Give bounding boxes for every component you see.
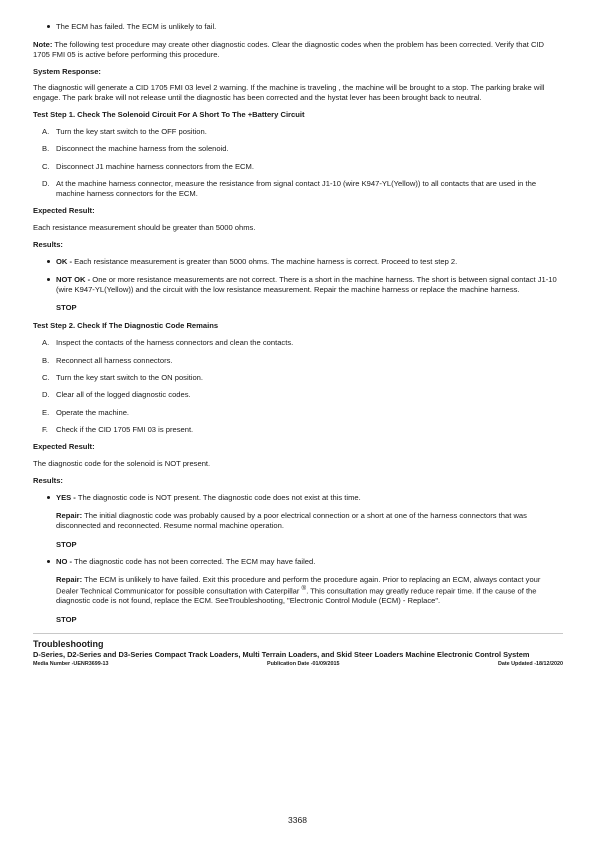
document-body <box>33 22 563 668</box>
system-response-text: The diagnostic will generate a CID 1705 FMI 03 level 2 warning. If the machine is traveling , the machine will be brought to a stop. The parking brake will engage. The park brake will not release until the diagnostic has been corrected and the hystat lever has been brought back to neutral. <box>33 83 545 103</box>
step-letter: E. <box>42 407 50 417</box>
repair-text: The initial diagnostic code was probably caused by a poor electrical connection or a short at one of the harness connectors that was disconnected and reconnected. Resume normal machine operation. <box>56 510 527 530</box>
yes-label: YES - <box>56 492 76 502</box>
step-letter: A. <box>42 127 50 137</box>
step2-results-list <box>33 493 563 625</box>
list-item <box>33 162 563 172</box>
step-letter: B. <box>42 144 50 154</box>
footer-divider <box>33 633 563 634</box>
registered-mark: ® <box>301 585 307 593</box>
step-text: At the machine harness connector, measure the resistance from signal contact J1-10 (wire K947-YL(Yellow)) to all contacts that are used in the machine harness connectors for the ECM. <box>56 179 537 198</box>
footer-title: Troubleshooting <box>33 639 104 650</box>
list-item <box>33 275 563 314</box>
step-text: Turn the key start switch to the ON position. <box>56 372 204 382</box>
step-text: Operate the machine. <box>56 407 130 417</box>
list-item <box>33 22 563 32</box>
repair-label: Repair: <box>56 510 83 520</box>
repair-text-part1: The ECM is unlikely to have failed. Exit this procedure and perform the procedure again. Prior to replacing an ECM, always contact your Dealer Technical Communicator for possible consultation with Caterpillar <box>56 575 541 596</box>
list-item <box>33 390 563 400</box>
step-text: Disconnect J1 machine harness connectors from the ECM. <box>56 161 254 171</box>
stop-label: STOP <box>56 615 77 625</box>
step1-heading: Test Step 1. Check The Solenoid Circuit For A Short To The +Battery Circuit <box>33 110 305 120</box>
list-item <box>33 144 563 154</box>
footer-meta-row <box>33 661 563 668</box>
step-letter: D. <box>42 179 50 189</box>
step-letter: B. <box>42 355 50 365</box>
list-item <box>33 127 563 137</box>
yes-text: The diagnostic code is NOT present. The diagnostic code does not exist at this time. <box>75 492 361 502</box>
yes-repair <box>56 511 563 531</box>
list-item <box>33 408 563 418</box>
step-text: Turn the key start switch to the OFF position. <box>56 127 207 137</box>
publication-date: Publication Date -01/09/2015 <box>266 660 340 667</box>
repair-text-part2: . This consultation may greatly reduce repair time. If the cause of the diagnostic code is not found, replace the ECM. SeeTroubleshooting, "Electronic Control Module (ECM) - Replace". <box>56 586 537 606</box>
step-text: Check if the CID 1705 FMI 03 is present. <box>56 424 194 434</box>
stop-label: STOP <box>56 303 77 313</box>
step-text: Disconnect the machine harness from the solenoid. <box>56 144 229 154</box>
step2-expected-heading: Expected Result: <box>33 442 95 452</box>
step-letter: C. <box>42 161 50 171</box>
step-text: Clear all of the logged diagnostic codes. <box>56 390 191 400</box>
media-number: Media Number -UENR3699-13 <box>33 660 109 667</box>
ok-label: OK - <box>56 256 73 266</box>
step-letter: F. <box>42 424 48 434</box>
step1-expected-heading: Expected Result: <box>33 206 95 216</box>
document-footer <box>33 639 563 668</box>
system-response-heading: System Response: <box>33 66 101 76</box>
repair-label: Repair: <box>56 575 83 585</box>
list-item <box>33 493 563 549</box>
note-label: Note: <box>33 39 53 49</box>
footer-document-title: D-Series, D2-Series and D3-Series Compact Track Loaders, Multi Terrain Loaders, and Skid Steer Loaders Machine Electronic Control System <box>33 649 530 659</box>
ok-text: Each resistance measurement is greater than 5000 ohms. The machine harness is correct. Proceed to test step 2. <box>72 256 458 266</box>
date-updated: Date Updated -18/12/2020 <box>497 660 563 667</box>
page-number: 3368 <box>288 815 307 825</box>
list-item <box>33 179 563 199</box>
step2-results-heading: Results: <box>33 476 63 486</box>
step-text: Reconnect all harness connectors. <box>56 355 173 365</box>
list-item <box>33 373 563 383</box>
step1-results-list <box>33 257 563 313</box>
list-item <box>33 425 563 435</box>
list-item <box>33 356 563 366</box>
no-repair <box>56 575 563 606</box>
step1-results-heading: Results: <box>33 240 63 250</box>
not-ok-text: One or more resistance measurements are not correct. There is a short in the machine harness. The short is between signal contact J1-10 (wire K947-YL(Yellow)) and the circuit with the low resistance measurement. Repair the machine harness or replace the machine harness. <box>56 274 557 294</box>
step2-expected-text: The diagnostic code for the solenoid is NOT present. <box>33 459 211 469</box>
step1-list <box>33 127 563 199</box>
step-letter: D. <box>42 390 50 400</box>
step-letter: C. <box>42 372 50 382</box>
step2-heading: Test Step 2. Check If The Diagnostic Code Remains <box>33 321 219 331</box>
step2-list <box>33 338 563 435</box>
note-paragraph <box>33 40 563 60</box>
not-ok-label: NOT OK - <box>56 274 91 284</box>
intro-bullet-text: The ECM has failed. The ECM is unlikely to fail. <box>56 22 217 31</box>
step-letter: A. <box>42 338 50 348</box>
no-text: The diagnostic code has not been corrected. The ECM may have failed. <box>72 557 316 567</box>
step-text: Inspect the contacts of the harness connectors and clean the contacts. <box>56 338 294 348</box>
note-text: The following test procedure may create other diagnostic codes. Clear the diagnostic codes when the problem has been corrected. Verify that CID 1705 FMI 05 is active before performing this procedure. <box>33 39 545 59</box>
step1-expected-text: Each resistance measurement should be greater than 5000 ohms. <box>33 223 256 233</box>
stop-label: STOP <box>56 539 77 549</box>
list-item <box>33 257 563 267</box>
intro-list <box>33 22 563 32</box>
list-item <box>33 557 563 625</box>
list-item <box>33 338 563 348</box>
no-label: NO - <box>56 557 73 567</box>
